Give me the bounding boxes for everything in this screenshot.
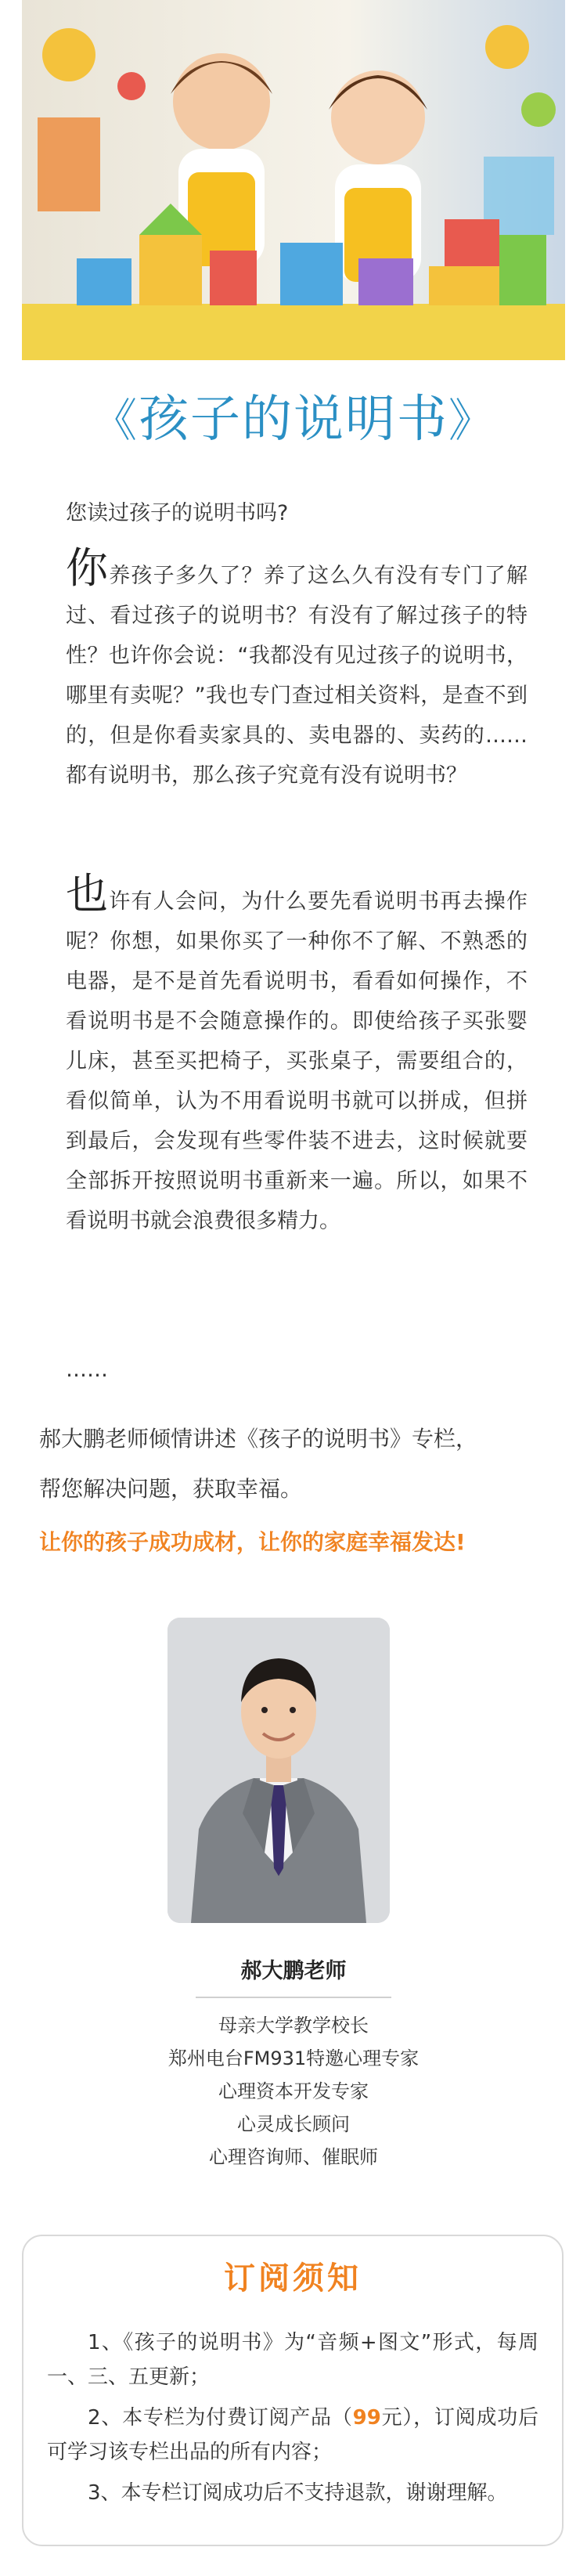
- notice-item-1: 1、《孩子的说明书》为“音频+图文”形式，每周一、三、五更新；: [47, 2331, 538, 2389]
- credential-item: 郑州电台FM931特邀心理专家: [167, 2047, 420, 2069]
- title-close-quote: 》: [448, 394, 496, 447]
- intro-line-1: 郝大鹏老师倾情讲述《孩子的说明书》专栏，: [39, 1426, 478, 1452]
- notice-item-2-pre: 2、本专栏为付费订阅产品（: [88, 2406, 353, 2430]
- ellipsis: ……: [66, 1358, 108, 1382]
- notice-item-2: [47, 2401, 538, 2470]
- title-text: 孩子的说明书: [139, 391, 448, 449]
- slogan: 让你的孩子成功成材，让你的家庭幸福发达!: [39, 1529, 466, 1555]
- credential-item: 心灵成长顾问: [237, 2113, 350, 2135]
- children-playing-blocks-illustration: [22, 0, 565, 360]
- divider: [196, 1997, 391, 1998]
- subscription-notice: [22, 2235, 564, 2546]
- price-value: 99: [352, 2406, 381, 2430]
- paragraph-2: [66, 869, 528, 1241]
- notice-item-3: 3、本专栏订阅成功后不支持退款，谢谢理解。: [88, 2481, 508, 2505]
- teacher-name: 郝大鹏老师: [240, 1959, 347, 1983]
- article-title: [0, 388, 587, 451]
- credential-item: 心理资本开发专家: [218, 2080, 369, 2102]
- paragraph-2-text: 许有人会问，为什么要先看说明书再去操作呢？你想，如果你买了一种你不了解、不熟悉的电器，是不是首先看说明书，看看如何操作，不看说明书是不会随意操作的。即使给孩子买张婴儿床，甚至买把椅子，买张桌子，需要组合的，看似简单，认为不用看说明书就可以拼成，但拼到最后，会发现有些零件装不进去，这时候就要全部拆开按照说明书重新来一遍。所以，如果不看说明书就会浪费很多精力。: [66, 889, 528, 1233]
- subtitle: 您读过孩子的说明书吗?: [66, 501, 289, 525]
- credential-item: 母亲大学教学校长: [218, 2015, 369, 2037]
- paragraph-1: [66, 543, 528, 796]
- paragraph-2-lead: 也: [66, 869, 110, 918]
- notice-item-2-post: 元），订阅成功后可学习该专栏出品的所有内容；: [47, 2406, 538, 2464]
- hero-image: [22, 0, 565, 360]
- teacher-portrait-photo: [167, 1618, 390, 1923]
- teacher-photo: [167, 1618, 390, 1923]
- paragraph-1-text: 养孩子多久了？养了这么久有没有专门了解过、看过孩子的说明书？有没有了解过孩子的特性？也许你会说：“我都没有见过孩子的说明书，哪里有卖呢？”我也专门查过相关资料，是查不到的，但是你看卖家具的、卖电器的、卖药的……都有说明书，那么孩子究竟有没有说明书？: [66, 564, 528, 788]
- paragraph-1-lead: 你: [66, 543, 110, 593]
- teacher-credentials: [0, 2009, 587, 2174]
- credential-item: 心理咨询师、催眠师: [209, 2146, 378, 2168]
- notice-title: 订阅须知: [224, 2260, 362, 2296]
- intro-line-2: 帮您解决问题，获取幸福。: [39, 1476, 303, 1502]
- title-open-quote: 《: [91, 394, 139, 447]
